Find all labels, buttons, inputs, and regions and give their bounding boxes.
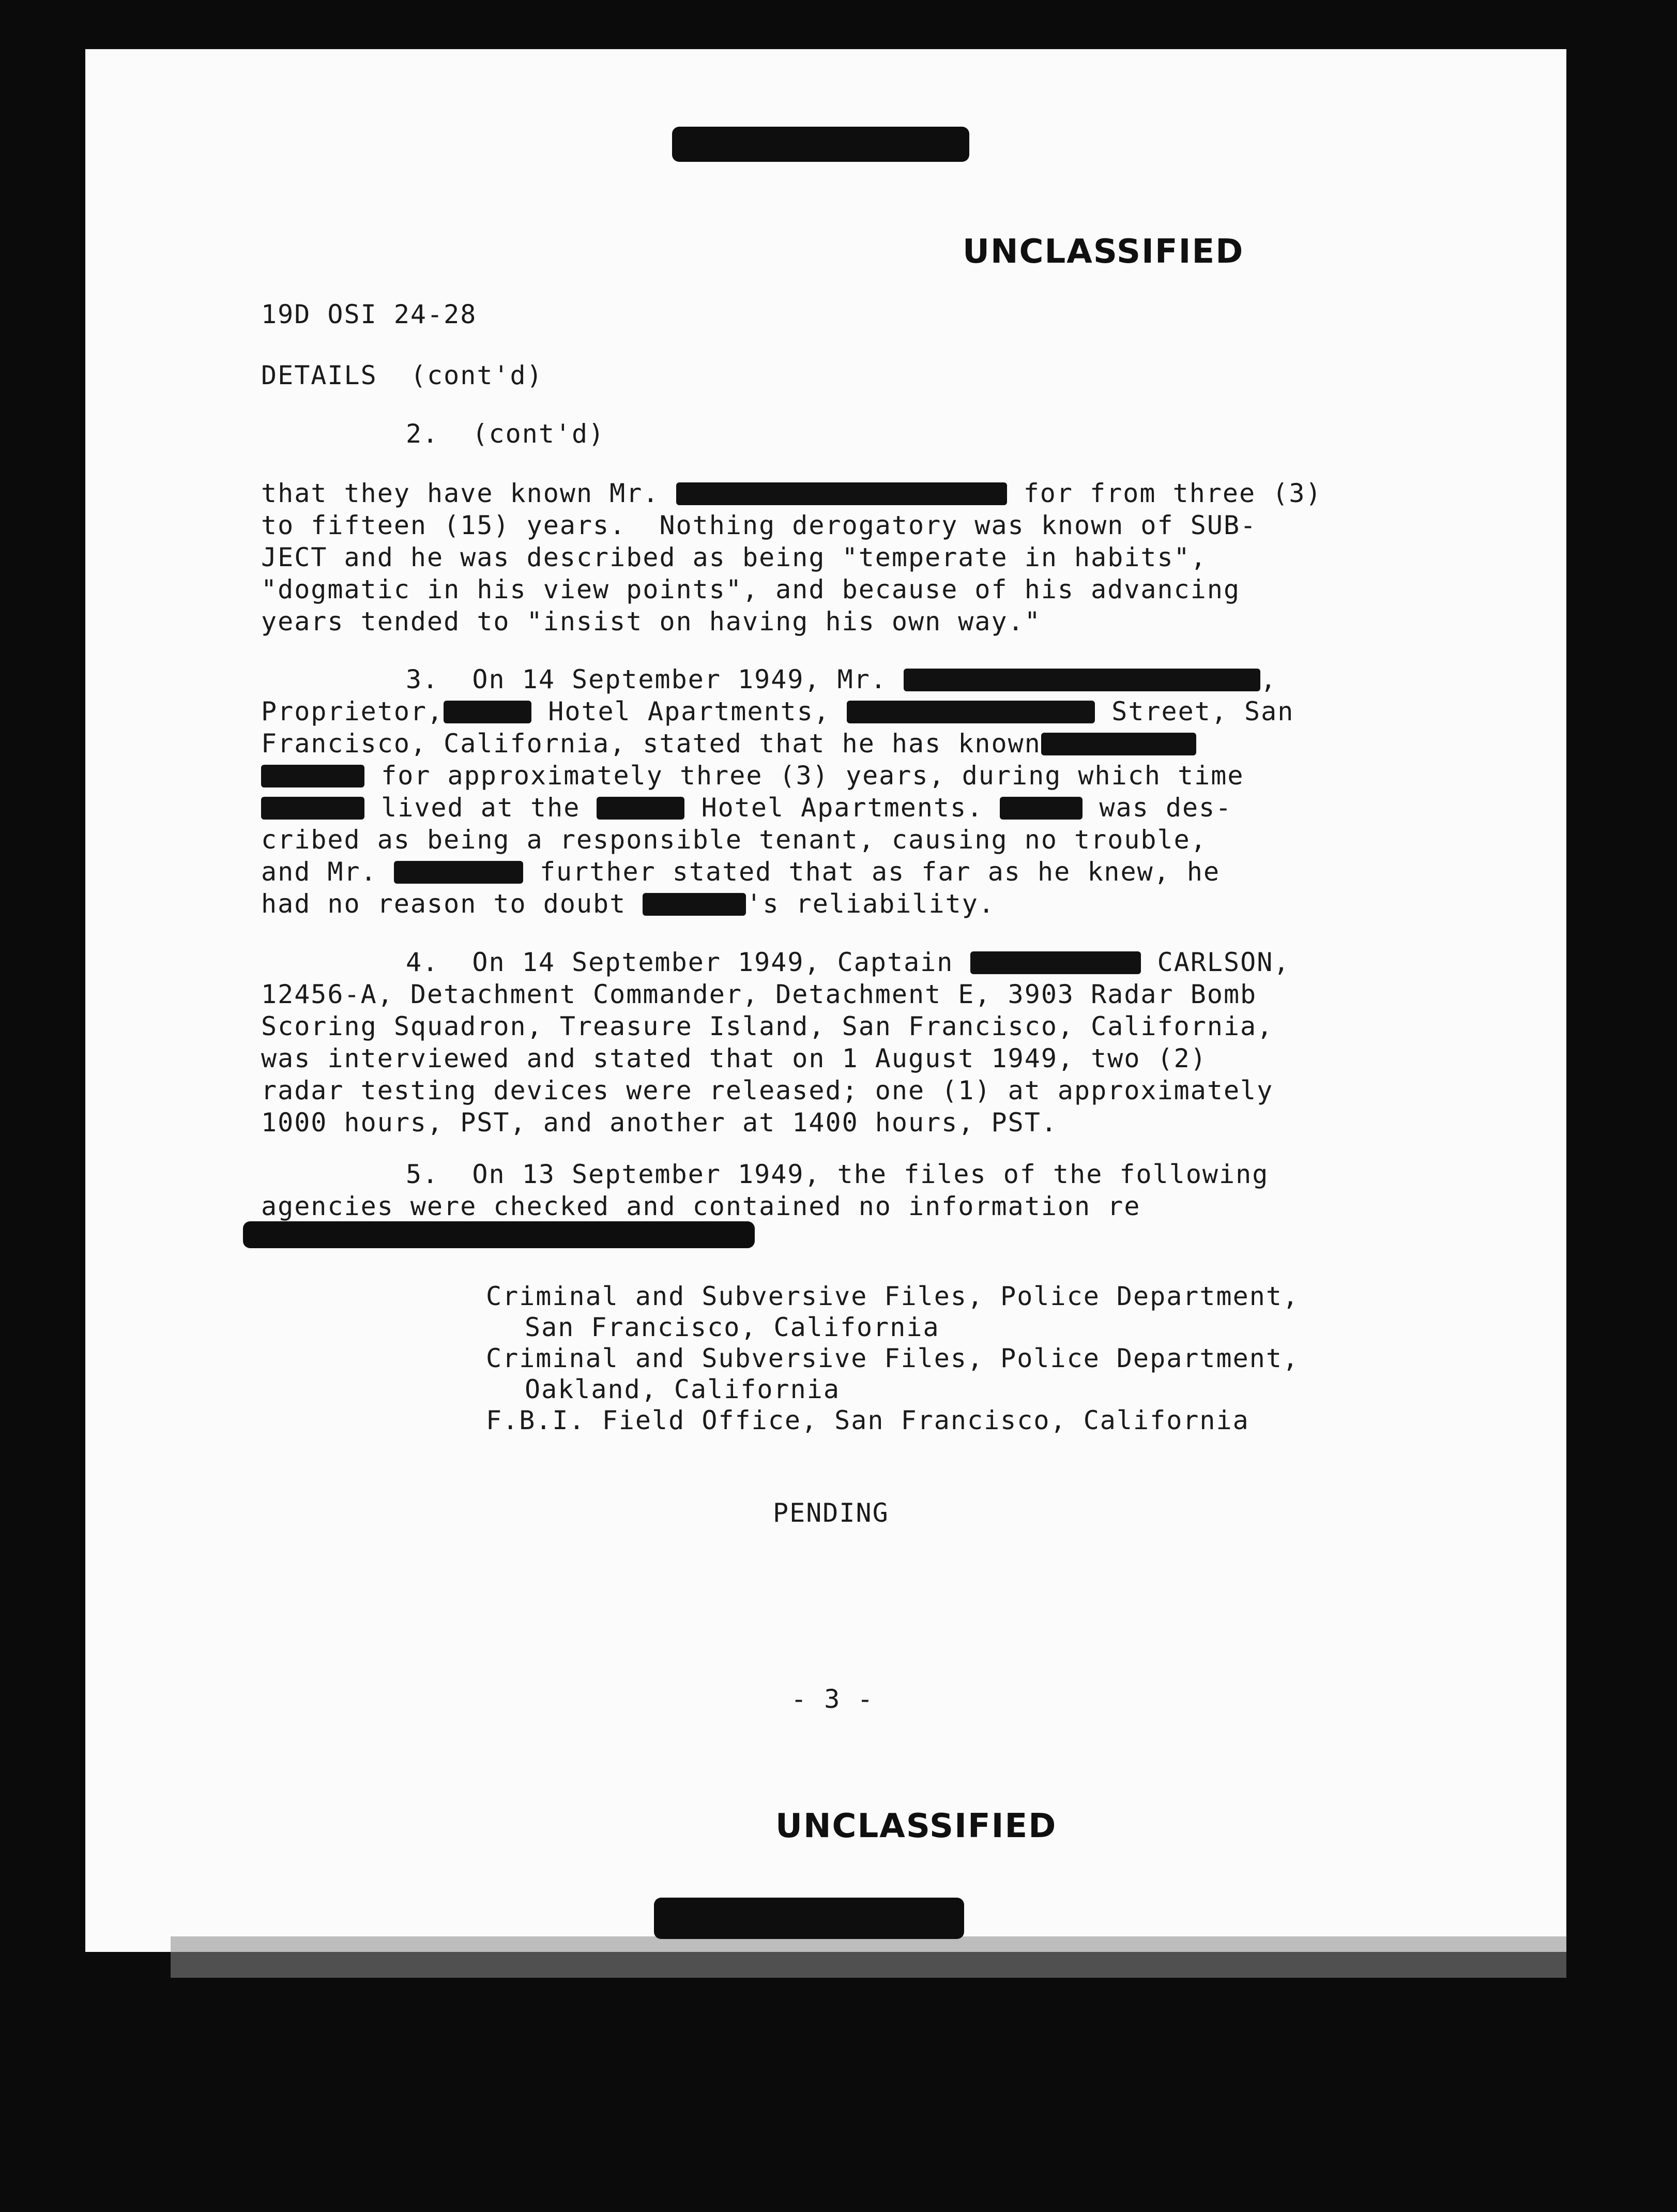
para2-line5: years tended to "insist on having his own way."	[261, 607, 1041, 637]
para3-line8: had no reason to doubt 's reliability.	[261, 889, 995, 919]
para3-line3: Francisco, California, stated that he has known	[261, 728, 1196, 760]
redaction	[676, 482, 1007, 505]
file-number: 19D OSI 24-28	[261, 299, 477, 329]
agency-2: Criminal and Subversive Files, Police Department,	[486, 1343, 1300, 1373]
para2-line2: to fifteen (15) years. Nothing derogatory was known of SUB-	[261, 510, 1257, 540]
agency-3: F.B.I. Field Office, San Francisco, California	[486, 1405, 1249, 1435]
para3-line4: for approximately three (3) years, during which time	[261, 760, 1244, 792]
para2-line4: "dogmatic in his view points", and because of his advancing	[261, 574, 1241, 604]
para4-line4: was interviewed and stated that on 1 August 1949, two (2)	[261, 1043, 1207, 1073]
para4-line2: 12456-A, Detachment Commander, Detachment E, 3903 Radar Bomb	[261, 979, 1257, 1009]
status-pending: PENDING	[773, 1498, 889, 1528]
para4-line6: 1000 hours, PST, and another at 1400 hours, PST.	[261, 1108, 1058, 1138]
para2-line3: JECT and he was described as being "temperate in habits",	[261, 542, 1207, 572]
redaction-bar-top	[672, 127, 969, 162]
redaction-subject	[243, 1221, 755, 1248]
redaction	[261, 797, 364, 820]
agency-1: Criminal and Subversive Files, Police Department,	[486, 1281, 1300, 1311]
redaction	[847, 701, 1095, 723]
paragraph-2-heading: 2. (cont'd)	[406, 419, 605, 449]
para4-line3: Scoring Squadron, Treasure Island, San Francisco, California,	[261, 1011, 1274, 1041]
redaction	[597, 797, 684, 820]
para5-line1: 5. On 13 September 1949, the files of the following	[406, 1159, 1269, 1189]
redaction	[970, 951, 1141, 974]
para3-line5: lived at the Hotel Apartments. was des-	[261, 792, 1232, 824]
redaction	[394, 861, 523, 884]
redaction	[643, 893, 746, 916]
agency-2-location: Oakland, California	[525, 1374, 840, 1404]
redaction	[1000, 797, 1083, 820]
agency-1-location: San Francisco, California	[525, 1312, 940, 1342]
para3-line2: Proprietor, Hotel Apartments, Street, San	[261, 696, 1294, 726]
page-number: - 3 -	[791, 1684, 874, 1714]
para3-line1: 3. On 14 September 1949, Mr. ,	[406, 664, 1277, 694]
classification-stamp-top: UNCLASSIFIED	[963, 233, 1244, 271]
para3-line7: and Mr. further stated that as far as he knew, he	[261, 857, 1221, 887]
para2-line1: that they have known Mr. for from three (3)	[261, 478, 1322, 508]
redaction	[444, 701, 531, 723]
classification-stamp-bottom: UNCLASSIFIED	[775, 1807, 1057, 1845]
para4-line5: radar testing devices were released; one (1) at approximately	[261, 1075, 1274, 1105]
details-heading: DETAILS (cont'd)	[261, 360, 543, 390]
redaction	[1041, 733, 1196, 755]
para4-line1: 4. On 14 September 1949, Captain CARLSON,	[406, 947, 1290, 977]
redaction	[904, 669, 1260, 691]
redaction	[261, 765, 364, 787]
para3-line6: cribed as being a responsible tenant, causing no trouble,	[261, 825, 1207, 855]
para5-line2: agencies were checked and contained no information re	[261, 1191, 1141, 1221]
redaction-bar-bottom	[654, 1898, 964, 1939]
